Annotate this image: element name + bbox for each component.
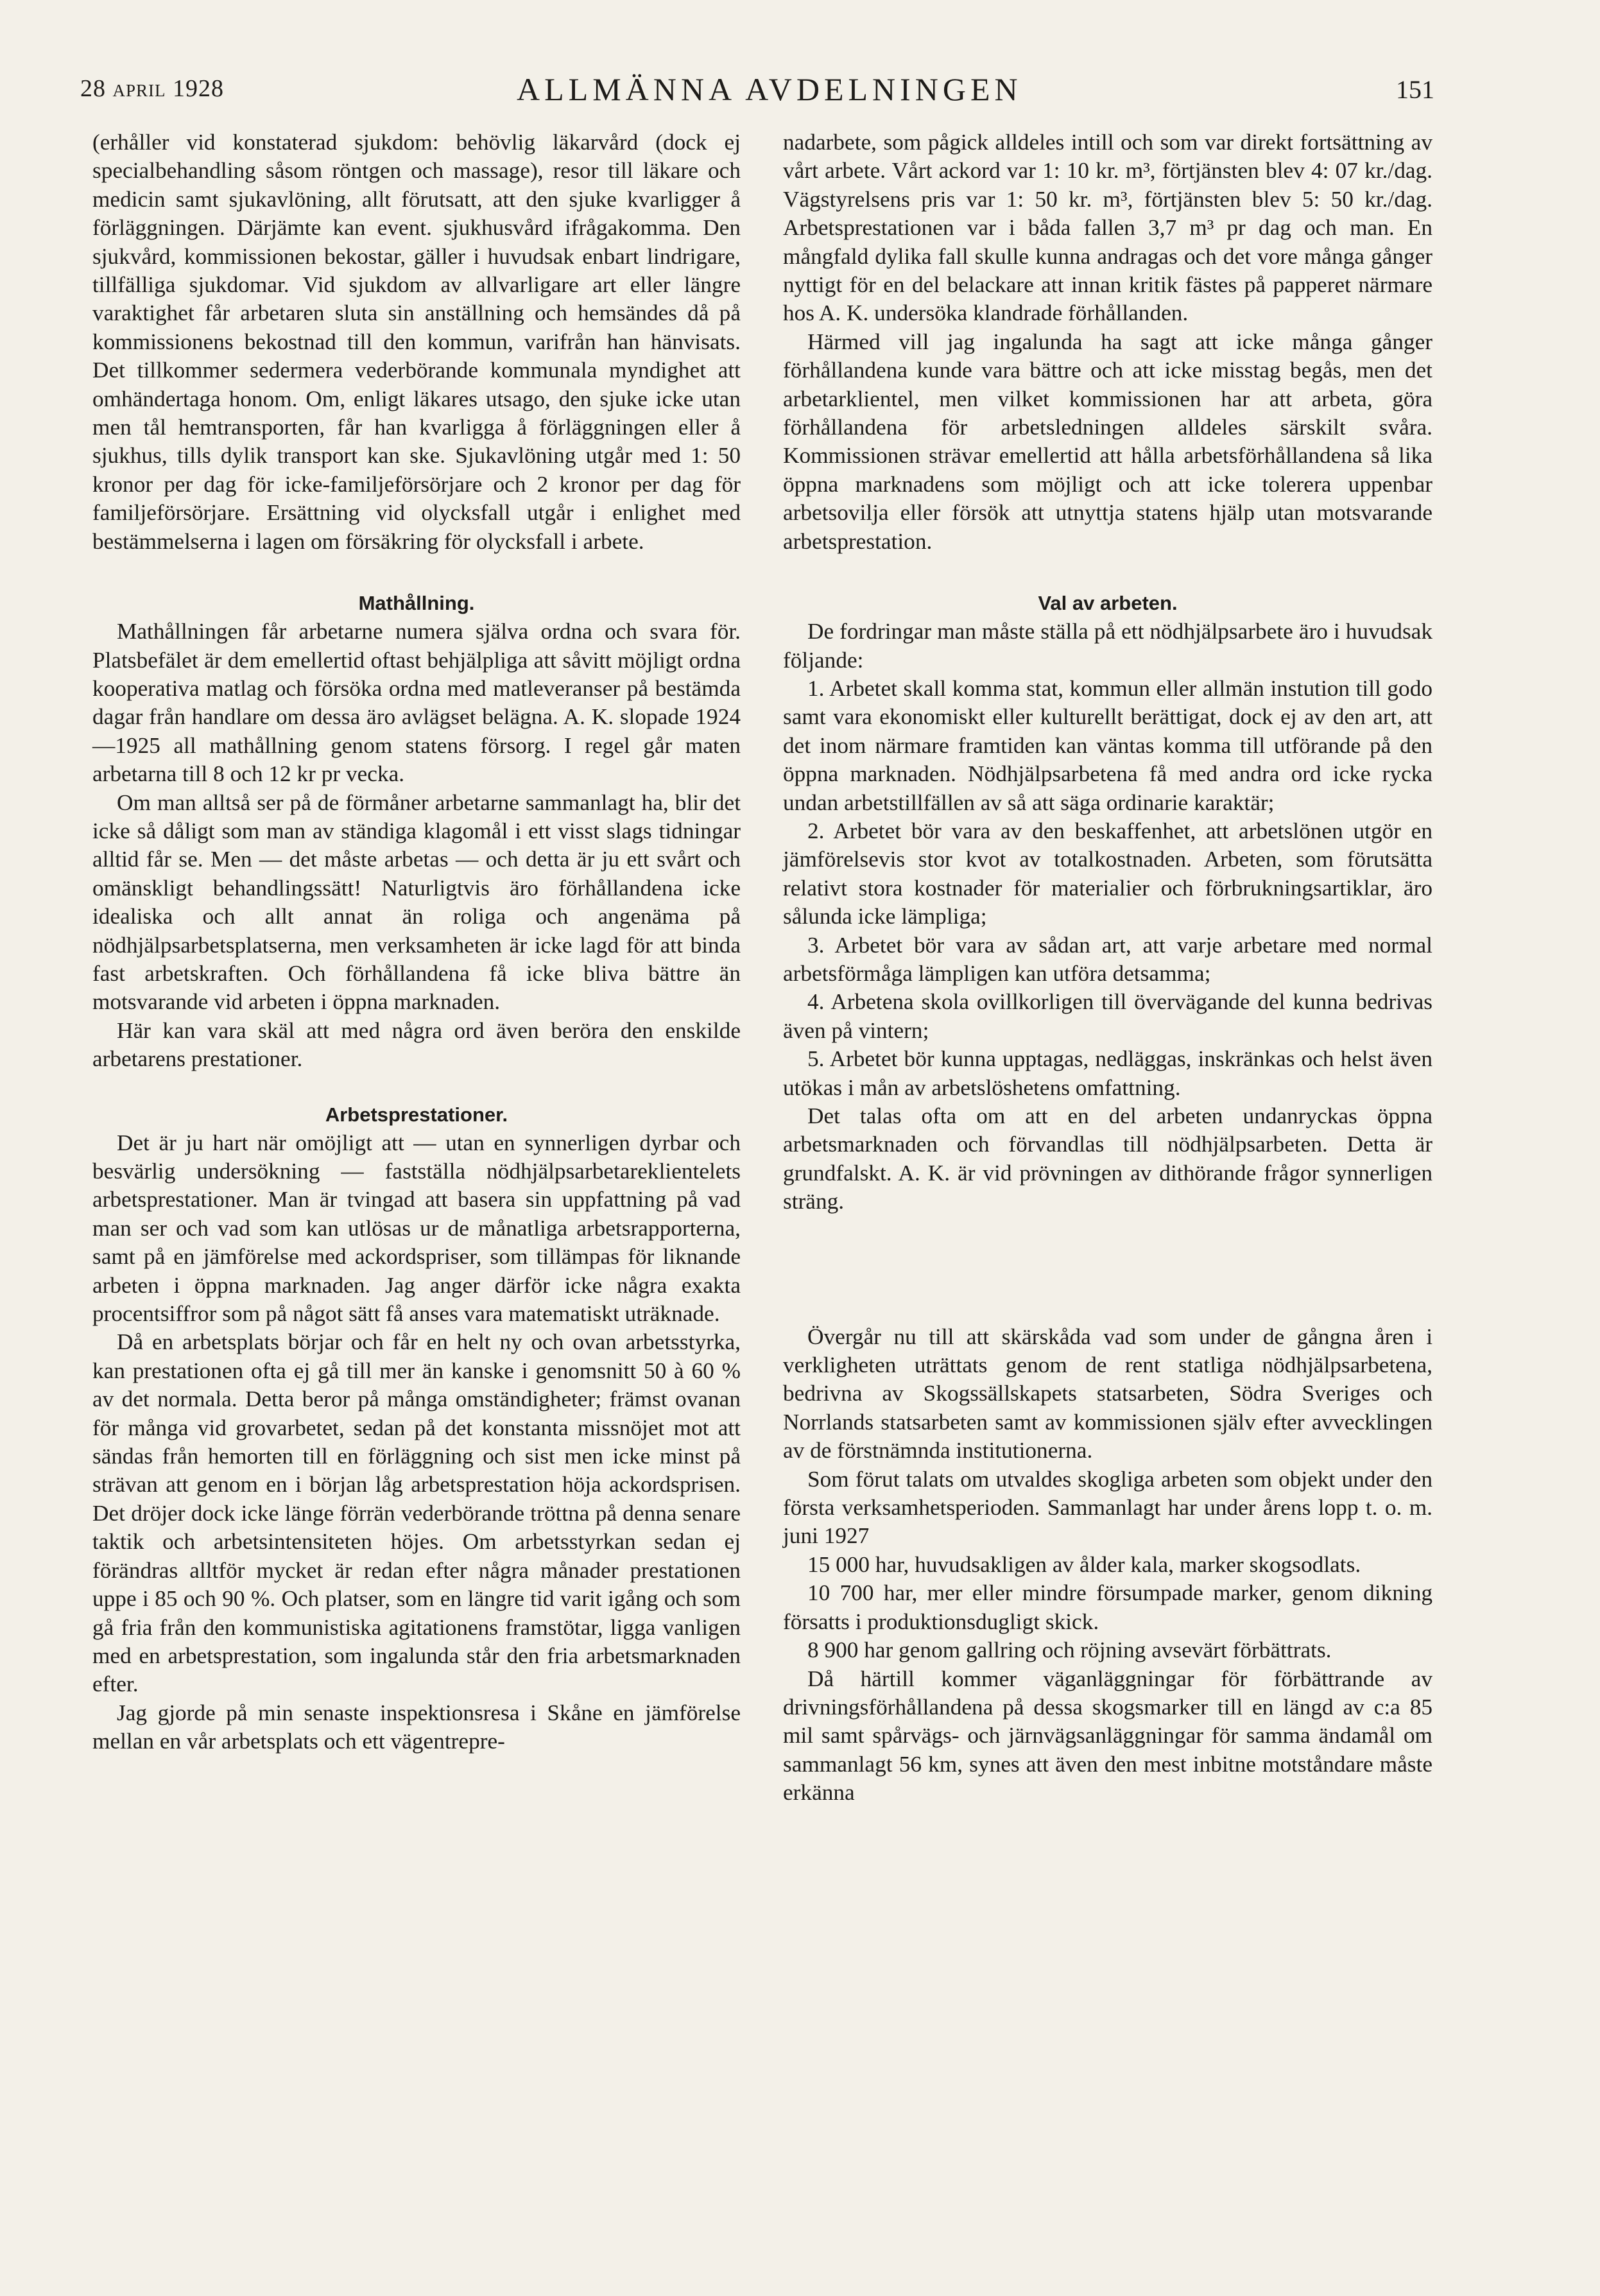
paragraph: Härmed vill jag ingalunda ha sagt att icke många gånger förhållandena kunde vara bättre och att icke misstag begås, men det arbetarklientel, men vilket kommissionen har att arbeta, göra förhållandena för arbetsledningen alldeles särskilt svåra. Kommissionen strävar emellertid att hålla arbetsförhållandena så lika öppna marknadens som möjligt och att icke tolerera uppenbar arbetsovilja eller försök att utnyttja statens hjälp utan motsvarande arbetsprestation. (783, 329, 1432, 554)
issue-year: 1928 (173, 75, 225, 102)
right-column (783, 128, 1432, 1808)
section-heading-mathallning: Mathållning. (358, 592, 475, 615)
list-item: 3. Arbetet bör vara av sådan art, att varje arbetare med normal arbetsförmåga lämpligen kan utföra detsamma; (783, 932, 1432, 986)
section-heading-val-av-arbeten: Val av arbeten. (1038, 592, 1178, 615)
paragraph: Övergår nu till att skärskåda vad som under de gångna åren i verkligheten uträttats genom de rent statliga nödhjälpsarbetena, bedrivna av Skogssällskapets statsarbeten, Södra Sveriges och Norrlands statsarbeten samt av kommissionen själv efter avvecklingen av de förstnämnda institutionerna. (783, 1324, 1432, 1463)
paragraph: Som förut talats om utvaldes skogliga arbeten som objekt under den första verksamhetsperioden. Sammanlagt har under årens lopp t. o. m. juni 1927 (783, 1466, 1432, 1549)
paragraph: (erhåller vid konstaterad sjukdom: behövlig läkarvård (dock ej specialbehandling såsom röntgen och massage), resor till läkare och medicin samt sjukavlöning, allt förutsatt, att den sjuke kvarligger å förläggningen. Därjämte kan event. sjukhusvård ifrågakomma. Den sjukvård, kommissionen bekostar, gäller i huvudsak enbart lindrigare, tillfälliga sjukdomar. Vid sjukdom av allvarligare art eller längre varaktighet får arbetaren sluta sin anställning och hemsändes då på kommissionens bekostnad till den kommun, varifrån han hänvisats. Det tillkommer sedermera vederbörande kommunala myndighet att omhändertaga honom. Om, enligt läkares utsago, den sjuke icke utan men tål hemtransporten, får han kvarligga å förläggningen eller å sjukhus, tills dylik transport kan ske. Sjukavlöning utgår med 1: 50 kronor per dag för icke-familjeförsörjare och 2 kronor per dag för familjeförsörjare. Ersättning vid olycksfall utgår i enlighet med bestämmelserna i lagen om försäkring för olycksfall i arbete. (92, 130, 741, 554)
paragraph: Om man alltså ser på de förmåner arbetarne sammanlagt ha, blir det icke så dåligt som man av ständiga klagomål i ett visst slags tidningar alltid får se. Men — det måste arbetas — och detta är ju ett svårt och omänskligt behandlingssätt! Naturligtvis äro förhållandena icke idealiska och allt annat än roliga och angenäma på nödhjälpsarbetsplatserna, men verksamheten är icke lagd för att binda fast arbetskraften. Och förhållandena få icke bliva bättre än motsvarande vid arbeten i öppna marknaden. (92, 790, 741, 1015)
list-item: 10 700 har, mer eller mindre försumpade marker, genom dikning försatts i produktionsdugligt skick. (783, 1580, 1432, 1634)
paragraph: nadarbete, som pågick alldeles intill och som var direkt fortsättning av vårt arbete. Vårt ackord var 1: 10 kr. m³, förtjänsten blev 4: 07 kr./dag. Vägstyrelsens pris var 1: 50 kr. m³, förtjänsten blev 5: 50 kr./dag. Arbetsprestationen var i båda fallen 3,7 m³ pr dag och man. En mångfald dylika fall skulle kunna andragas och det vore många gånger nyttigt för en del belackare att innan kritik fästes på papperet närmare hos A. K. undersöka klandrade förhållanden. (783, 130, 1432, 326)
paragraph: Då en arbetsplats börjar och får en helt ny och ovan arbetsstyrka, kan prestationen ofta ej gå till mer än kanske i genomsnitt 50 à 60 % av det normala. Detta beror på många omständigheter; främst ovanan för många vid grovarbetet, sedan på det konstanta missnöjet mot att sändas från hemorten till en förläggning och sist men icke minst på strävan att genom en i början låg arbetsprestation höja ackordsprisen. Det dröjer dock icke länge förrän vederbörande tröttna på denna senare taktik och arbetsintensiteten höjes. Om arbetsstyrkan sedan ej förändras alltför mycket är redan efter några månader prestationen uppe i 85 och 90 %. Och platser, som en längre tid varit igång och som gå fria från den kommunistiska agitationens framstötar, ligga vanligen med en arbetsprestation, som ingalunda står den fria arbetsmarknaden efter. (92, 1329, 741, 1697)
paragraph: Mathållningen får arbetarne numera själva ordna och svara för. Platsbefälet är dem emellertid oftast behjälpliga att såvitt möjligt ordna kooperativa matlag och försöka ordna med matleveranser på bestämda dagar från handlare om dessa äro avlägset belägna. A. K. slopade 1924—1925 all mathållning genom statens försorg. I regel går maten arbetarna till 8 och 12 kr pr vecka. (92, 619, 741, 787)
section-heading-arbetsprestationer: Arbetsprestationer. (325, 1103, 508, 1126)
paragraph: Här kan vara skäl att med några ord även beröra den enskilde arbetarens prestationer. (92, 1017, 741, 1072)
issue-day: 28 (80, 75, 106, 102)
issue-date (80, 74, 224, 103)
paragraph: Jag gjorde på min senaste inspektionsresa i Skåne en jämförelse mellan en vår arbetsplats och ett vägentrepre- (92, 1700, 741, 1754)
list-item: 5. Arbetet bör kunna upptagas, nedläggas, inskränkas och helst även utökas i mån av arbetslöshetens omfattning. (783, 1046, 1432, 1100)
page-number: 151 (1396, 75, 1434, 104)
list-item: 2. Arbetet bör vara av den beskaffenhet, att arbetslönen utgör en jämförelsevis stor kvot av totalkostnaden. Arbeten, som förutsätta relativt stora kostnader för materialier och förbrukningsartiklar, äro sålunda icke lämpliga; (783, 818, 1432, 929)
list-item: 8 900 har genom gallring och röjning avsevärt förbättrats. (807, 1637, 1332, 1663)
paragraph: Det är ju hart när omöjligt att — utan en synnerligen dyrbar och besvärlig undersökning — fastställa nödhjälpsarbetareklientelets arbetsprestationer. Man är tvingad att basera sin uppfattning på vad man ser och vad som kan utlösas ur de månatliga arbetsrapporterna, samt på en jämförelse med ackordspriser, som tillämpas för liknande arbeten i öppna marknaden. Jag anger därför icke några exakta procentsiffror som på något sätt få anses vara matematiskt uträknade. (92, 1130, 741, 1327)
left-column (92, 128, 741, 1756)
list-item: 15 000 har, huvudsakligen av ålder kala, marker skogsodlats. (807, 1551, 1361, 1577)
list-item: 1. Arbetet skall komma stat, kommun eller allmän instution till godo samt vara ekonomiskt eller kulturellt berättigat, dock ej av den art, att det inom närmare framtiden kan väntas komma till utförande på den öppna marknaden. Nödhjälpsarbetena få med andra ord icke rycka undan arbetstillfällen av så att säga ordinarie karaktär; (783, 675, 1432, 815)
list-item: 4. Arbetena skola ovillkorligen till övervägande del kunna bedrivas även på vintern; (783, 989, 1432, 1043)
section-title: ALLMÄNNA AVDELNINGEN (517, 71, 1022, 107)
issue-month: april (112, 75, 166, 102)
paragraph: Det talas ofta om att en del arbeten undanryckas öppna arbetsmarknaden och förvandlas till nödhjälpsarbeten. Detta är grundfalskt. A. K. är vid prövningen av dithörande frågor synnerligen sträng. (783, 1103, 1432, 1214)
page-header (80, 69, 1434, 121)
paragraph: De fordringar man måste ställa på ett nödhjälpsarbete äro i huvudsak följande: (783, 619, 1432, 673)
paragraph: Då härtill kommer väganläggningar för förbättrande av drivningsförhållandena på dessa skogsmarker till en längd av c:a 85 mil samt spårvägs- och järnvägsanläggningar för samma ändamål om sammanlagt 56 km, synes att även den mest inbitne motståndare måste erkänna (783, 1666, 1432, 1806)
